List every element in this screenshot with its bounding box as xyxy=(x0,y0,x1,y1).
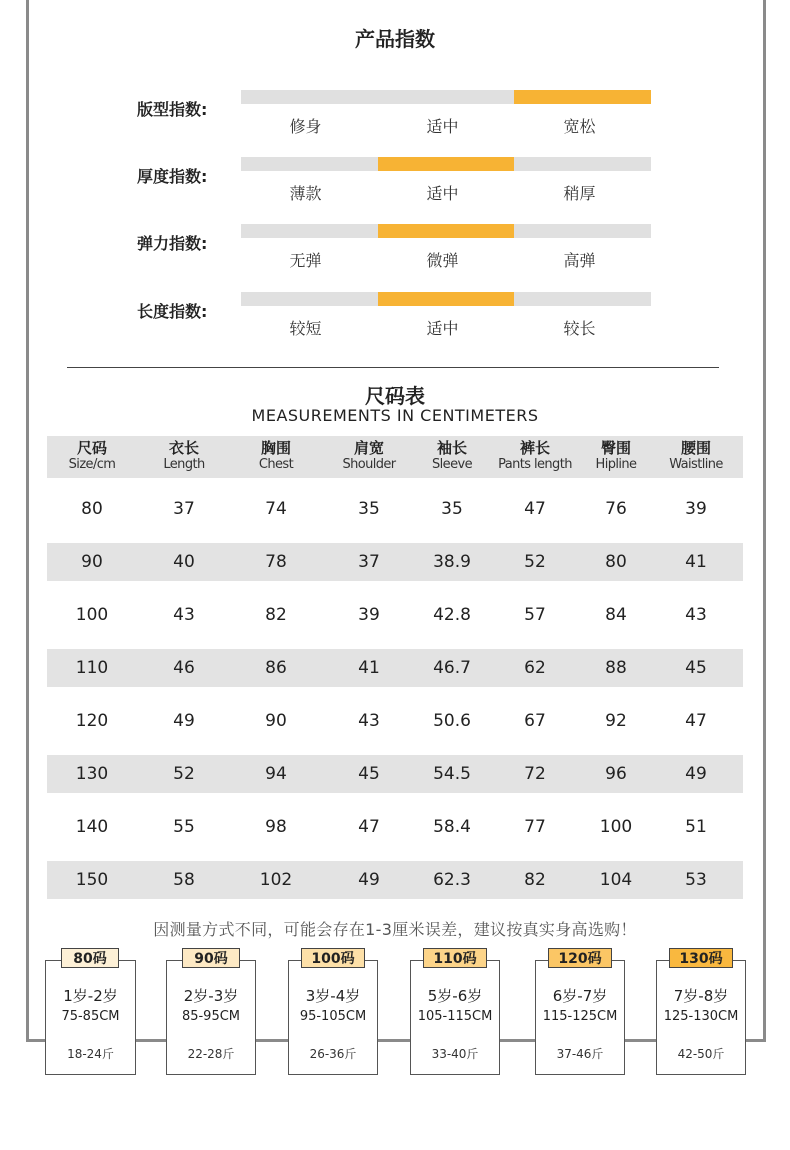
index-bar-segment xyxy=(241,292,378,306)
table-row xyxy=(47,861,743,899)
table-cell: 47 xyxy=(685,711,707,731)
index-bar-segment xyxy=(241,90,378,104)
table-cell: 40 xyxy=(173,552,195,572)
table-row xyxy=(47,649,743,687)
table-cell: 82 xyxy=(524,870,546,890)
table-cell: 150 xyxy=(75,870,109,890)
table-cell: 52 xyxy=(524,552,546,572)
header-cn: 裤长 xyxy=(519,439,550,457)
table-cell: 41 xyxy=(358,658,380,678)
table-cell: 42.8 xyxy=(433,605,471,625)
table-cell: 49 xyxy=(358,870,380,890)
size-card-weight: 33-40斤 xyxy=(431,1047,479,1061)
size-card-age: 6岁-7岁 xyxy=(552,987,608,1005)
table-cell: 43 xyxy=(358,711,380,731)
index-option: 薄款 xyxy=(289,184,322,203)
size-card xyxy=(45,960,136,1075)
size-card-age: 1岁-2岁 xyxy=(63,987,118,1005)
size-card-height: 125-130CM xyxy=(663,1009,739,1024)
index-bar-segment xyxy=(378,157,515,171)
table-cell: 54.5 xyxy=(433,764,471,784)
table-cell: 41 xyxy=(685,552,707,572)
index-option: 较长 xyxy=(563,319,596,338)
table-cell: 51 xyxy=(685,817,707,837)
table-cell: 38.9 xyxy=(433,552,471,572)
index-bar-segment xyxy=(514,90,651,104)
header-cn: 胸围 xyxy=(260,439,291,457)
table-cell: 49 xyxy=(173,711,195,731)
table-cell: 76 xyxy=(605,499,627,519)
table-cell: 74 xyxy=(265,499,287,519)
table-cell: 100 xyxy=(75,605,109,625)
index-bar-segment xyxy=(514,224,651,238)
table-cell: 130 xyxy=(75,764,109,784)
table-cell: 110 xyxy=(75,658,109,678)
table-cell: 80 xyxy=(81,499,103,519)
header-en: Length xyxy=(163,457,205,472)
table-cell: 58 xyxy=(173,870,195,890)
table-cell: 86 xyxy=(265,658,287,678)
size-card xyxy=(410,960,500,1075)
table-cell: 90 xyxy=(265,711,287,731)
table-cell: 37 xyxy=(358,552,380,572)
table-cell: 58.4 xyxy=(433,817,471,837)
table-cell: 67 xyxy=(524,711,546,731)
table-cell: 80 xyxy=(605,552,627,572)
table-cell: 98 xyxy=(265,817,287,837)
index-option: 微弹 xyxy=(426,251,459,270)
size-card-weight: 18-24斤 xyxy=(67,1047,114,1061)
table-header-cell xyxy=(404,440,500,472)
measurement-note: 因测量方式不同，可能会存在1-3厘米误差，建议按真实身高选购！ xyxy=(153,920,637,939)
table-cell: 35 xyxy=(441,499,463,519)
header-cn: 臀围 xyxy=(600,439,631,457)
size-card-tag: 80码 xyxy=(61,948,119,968)
index-option: 适中 xyxy=(426,319,459,338)
index-option: 适中 xyxy=(426,184,459,203)
table-cell: 43 xyxy=(173,605,195,625)
size-table-header xyxy=(47,436,743,478)
header-en: Hipline xyxy=(595,457,637,472)
index-label: 厚度指数: xyxy=(137,167,208,186)
index-option: 修身 xyxy=(289,117,322,136)
section-divider xyxy=(67,367,719,368)
index-bar-segment xyxy=(378,224,515,238)
table-cell: 88 xyxy=(605,658,627,678)
table-row xyxy=(47,808,743,846)
header-en: Sleeve xyxy=(432,457,472,472)
table-cell: 46 xyxy=(173,658,195,678)
header-en: Size/cm xyxy=(68,457,116,472)
header-cn: 肩宽 xyxy=(353,439,384,457)
table-header-cell xyxy=(44,440,140,472)
table-cell: 100 xyxy=(599,817,633,837)
size-card-tag: 110码 xyxy=(423,948,487,968)
index-bar-segment xyxy=(241,157,378,171)
size-card-tag: 100码 xyxy=(301,948,365,968)
table-cell: 140 xyxy=(75,817,109,837)
table-cell: 120 xyxy=(75,711,109,731)
size-card-age: 5岁-6岁 xyxy=(427,987,483,1005)
index-section-title: 产品指数 xyxy=(355,27,435,51)
index-option: 无弹 xyxy=(289,251,322,270)
header-cn: 衣长 xyxy=(168,439,199,457)
size-card-weight: 26-36斤 xyxy=(309,1047,357,1061)
table-cell: 39 xyxy=(685,499,707,519)
table-cell: 102 xyxy=(259,870,293,890)
table-cell: 45 xyxy=(358,764,380,784)
size-card-weight: 37-46斤 xyxy=(556,1047,604,1061)
header-en: Waistline xyxy=(669,457,723,472)
table-cell: 52 xyxy=(173,764,195,784)
table-cell: 104 xyxy=(599,870,633,890)
table-cell: 84 xyxy=(605,605,627,625)
table-header-cell xyxy=(321,440,417,472)
index-bar-segment xyxy=(378,90,515,104)
index-bar xyxy=(241,292,651,306)
table-cell: 77 xyxy=(524,817,546,837)
header-en: Pants length xyxy=(498,457,572,472)
size-card xyxy=(288,960,378,1075)
table-cell: 62.3 xyxy=(433,870,471,890)
index-bar-segment xyxy=(378,292,515,306)
table-cell: 47 xyxy=(524,499,546,519)
index-bar xyxy=(241,157,651,171)
table-cell: 62 xyxy=(524,658,546,678)
table-cell: 72 xyxy=(524,764,546,784)
index-option: 适中 xyxy=(426,117,459,136)
index-option: 较短 xyxy=(289,319,322,338)
table-cell: 94 xyxy=(265,764,287,784)
table-cell: 90 xyxy=(81,552,103,572)
table-row xyxy=(47,596,743,634)
size-card-height: 85-95CM xyxy=(181,1009,241,1024)
table-row xyxy=(47,702,743,740)
index-bar-segment xyxy=(514,292,651,306)
size-card-tag: 90码 xyxy=(182,948,240,968)
index-option: 高弹 xyxy=(563,251,596,270)
header-en: Shoulder xyxy=(342,457,396,472)
table-cell: 53 xyxy=(685,870,707,890)
table-cell: 37 xyxy=(173,499,195,519)
index-option: 稍厚 xyxy=(563,184,596,203)
table-header-cell xyxy=(136,440,232,472)
table-header-cell xyxy=(228,440,324,472)
index-option: 宽松 xyxy=(563,117,596,136)
table-cell: 92 xyxy=(605,711,627,731)
size-card xyxy=(166,960,256,1075)
table-cell: 47 xyxy=(358,817,380,837)
table-cell: 78 xyxy=(265,552,287,572)
size-card-height: 115-125CM xyxy=(542,1009,618,1024)
table-cell: 96 xyxy=(605,764,627,784)
header-en: Chest xyxy=(258,457,294,472)
size-table-title: 尺码表 xyxy=(365,384,425,408)
table-cell: 57 xyxy=(524,605,546,625)
size-card xyxy=(656,960,746,1075)
size-table-subtitle: MEASUREMENTS IN CENTIMETERS xyxy=(251,406,539,425)
size-card-age: 2岁-3岁 xyxy=(183,987,239,1005)
table-cell: 43 xyxy=(685,605,707,625)
header-cn: 腰围 xyxy=(680,439,711,457)
size-card-weight: 22-28斤 xyxy=(187,1047,235,1061)
index-bar-segment xyxy=(514,157,651,171)
index-label: 弹力指数: xyxy=(137,234,208,253)
size-card-tag: 120码 xyxy=(548,948,612,968)
table-row xyxy=(47,755,743,793)
table-cell: 55 xyxy=(173,817,195,837)
table-cell: 50.6 xyxy=(433,711,471,731)
index-bar-segment xyxy=(241,224,378,238)
table-cell: 46.7 xyxy=(433,658,471,678)
size-card-height: 75-85CM xyxy=(61,1009,120,1024)
index-bar xyxy=(241,224,651,238)
table-cell: 82 xyxy=(265,605,287,625)
header-cn: 尺码 xyxy=(76,439,107,457)
size-card-height: 95-105CM xyxy=(299,1009,367,1024)
size-card-weight: 42-50斤 xyxy=(677,1047,725,1061)
size-card xyxy=(535,960,625,1075)
size-card-tag: 130码 xyxy=(669,948,733,968)
size-card-height: 105-115CM xyxy=(417,1009,493,1024)
table-cell: 35 xyxy=(358,499,380,519)
table-row xyxy=(47,543,743,581)
table-cell: 39 xyxy=(358,605,380,625)
index-label: 版型指数: xyxy=(137,100,208,119)
index-bar xyxy=(241,90,651,104)
table-cell: 49 xyxy=(685,764,707,784)
table-header-cell xyxy=(648,440,744,472)
table-cell: 45 xyxy=(685,658,707,678)
size-card-age: 3岁-4岁 xyxy=(305,987,361,1005)
size-card-age: 7岁-8岁 xyxy=(673,987,729,1005)
index-label: 长度指数: xyxy=(137,302,208,321)
header-cn: 袖长 xyxy=(436,439,467,457)
table-row xyxy=(47,490,743,528)
